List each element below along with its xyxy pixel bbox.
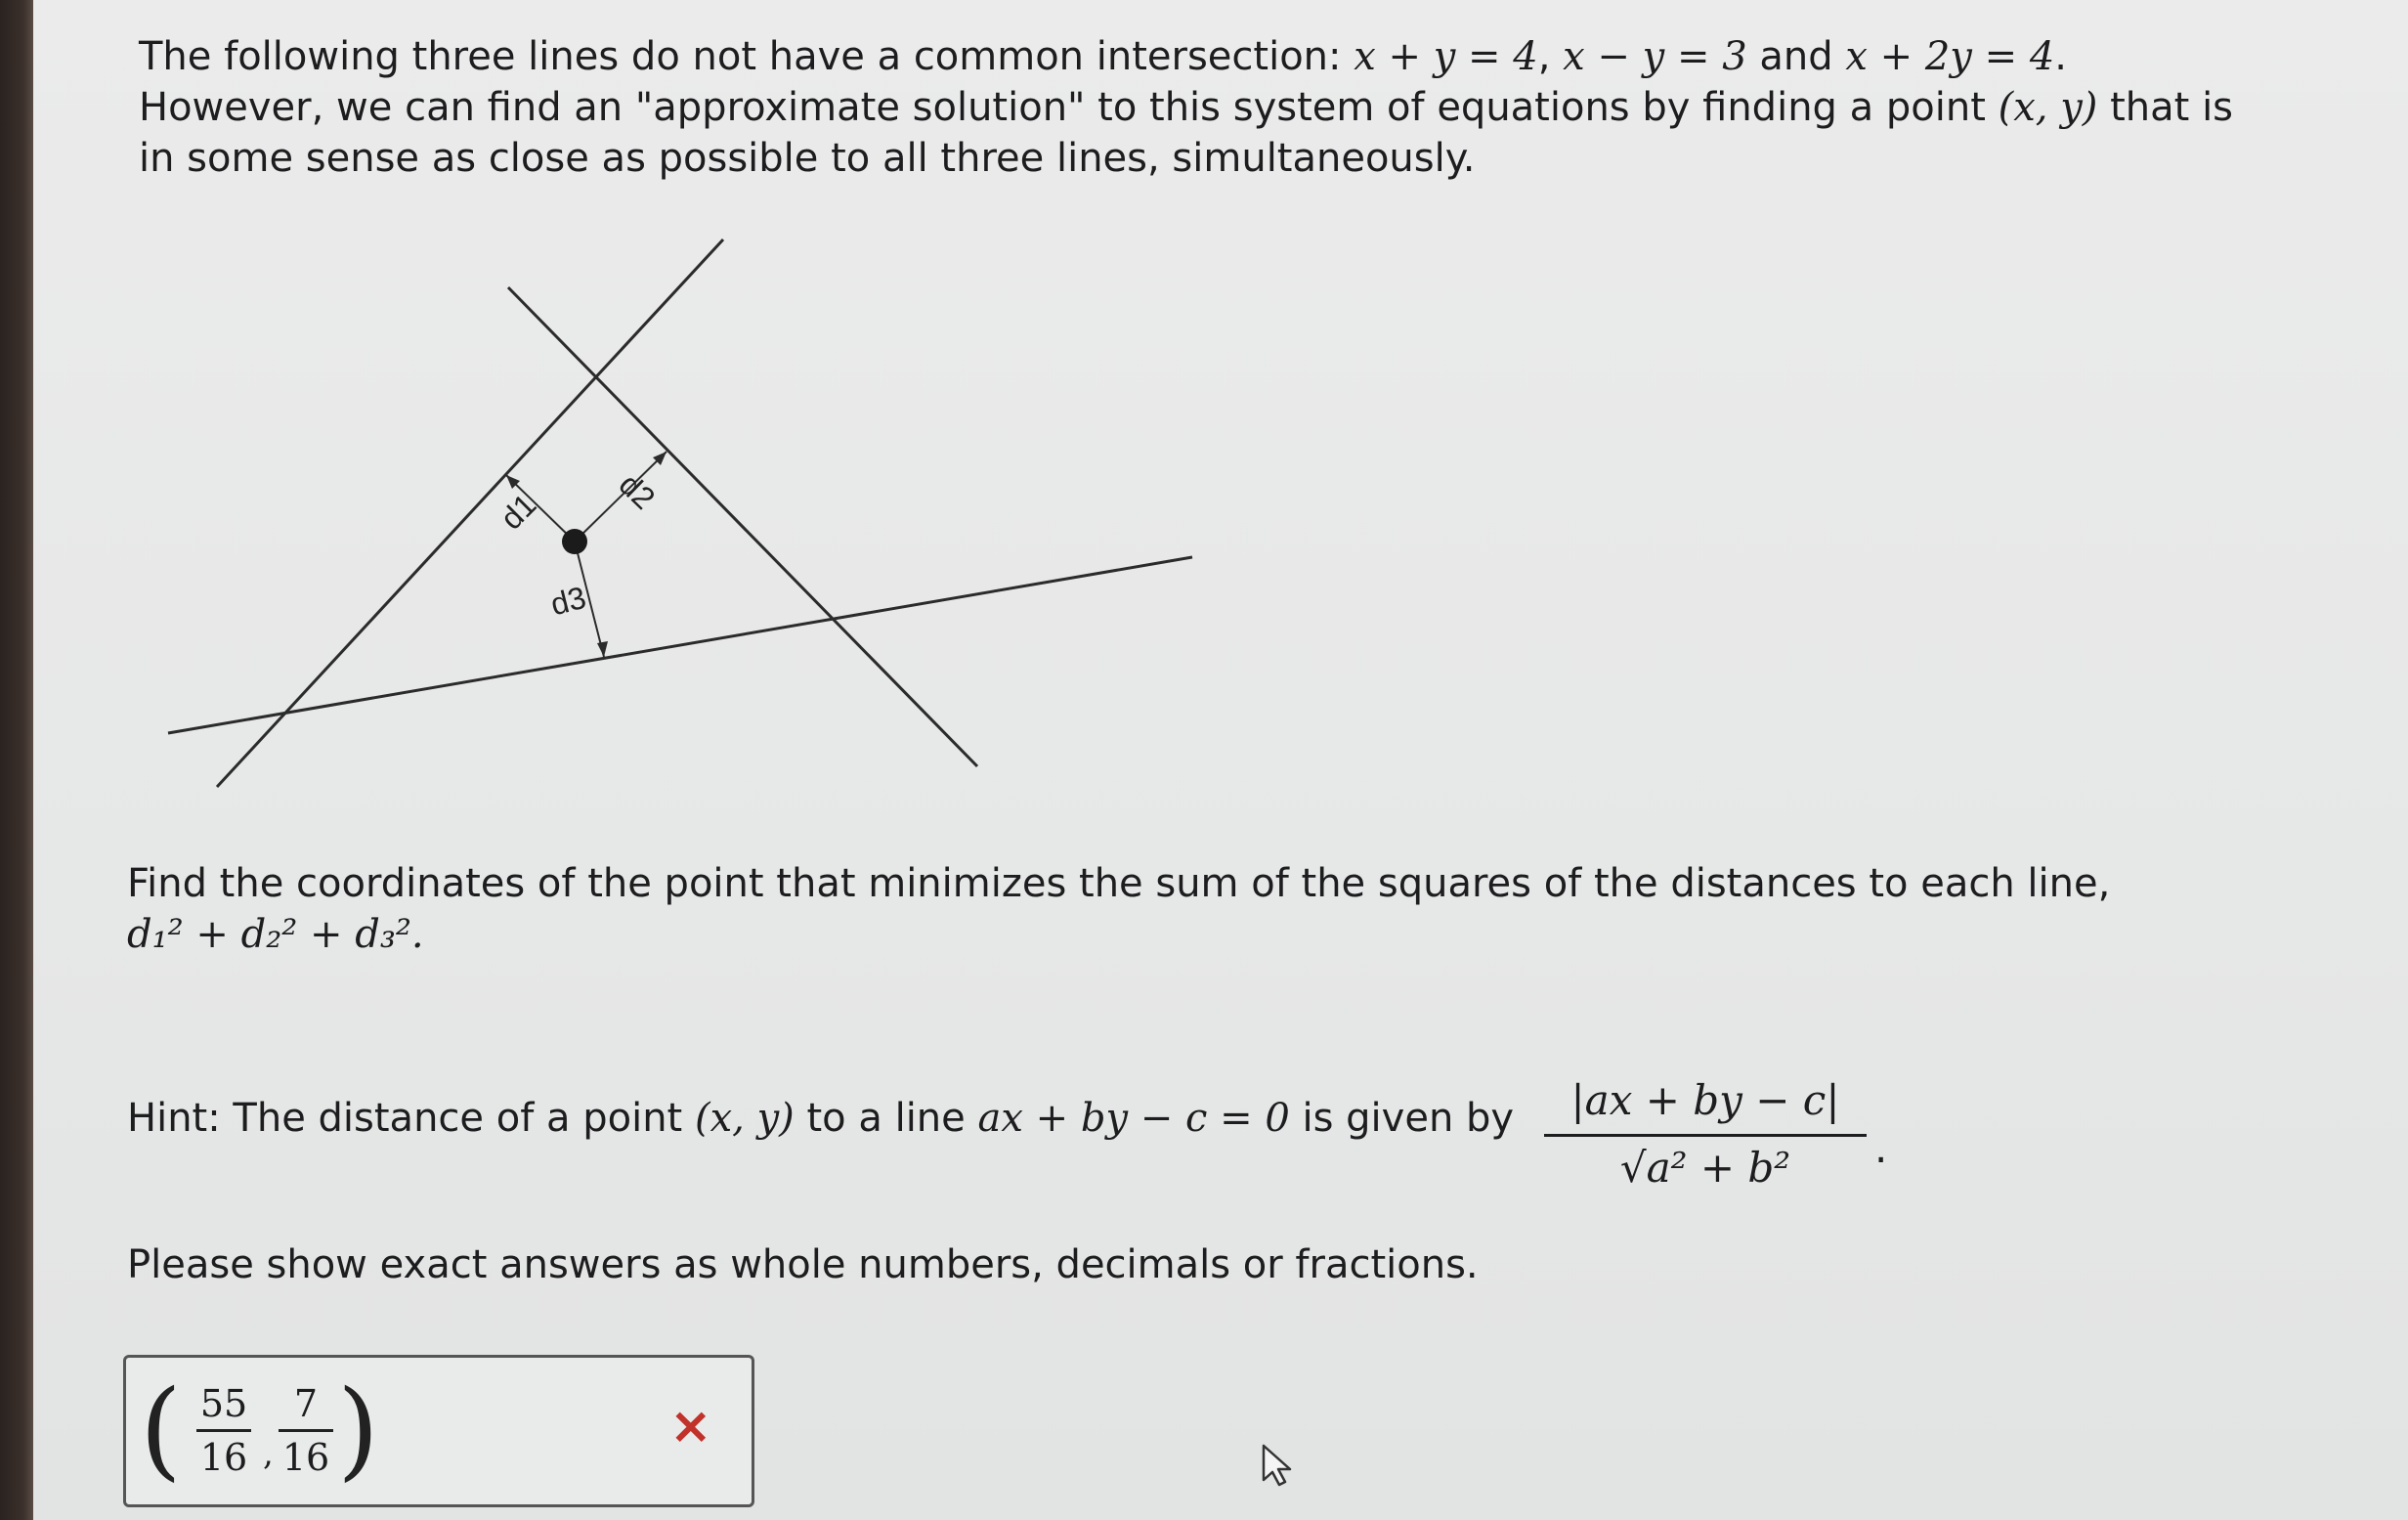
intro-separator: , xyxy=(1537,34,1564,79)
line-2 xyxy=(508,287,977,766)
hint-text: Hint: The distance of a point xyxy=(127,1096,695,1141)
lines-diagram xyxy=(131,225,1206,802)
formula-denominator: √a² + b² xyxy=(1619,1144,1791,1192)
label-d2: d2 xyxy=(612,466,663,516)
question-text xyxy=(127,858,2228,960)
question-page xyxy=(33,0,2408,1520)
distance-formula xyxy=(1544,1073,1867,1195)
sum-of-squares-expression: d₁² + d₂² + d₃². xyxy=(127,912,424,957)
equation-2: x − y = 3 xyxy=(1563,34,1747,79)
approximate-point xyxy=(562,529,587,554)
answer-field[interactable] xyxy=(123,1355,754,1507)
intro-text-2: . However, we can find an "approximate solution" to this system of equations by finding a point xyxy=(139,34,2067,130)
y-numerator: 7 xyxy=(279,1381,333,1432)
equation-1: x + y = 4 xyxy=(1354,34,1538,79)
intro-text-3: that is in some sense as close as possible to all three lines, simultaneously. xyxy=(139,85,2234,181)
line-1 xyxy=(217,239,723,787)
hint-text-2: to a line xyxy=(794,1096,978,1141)
screen-bezel xyxy=(0,0,33,1520)
formula-numerator: |ax + by − c| xyxy=(1544,1073,1867,1137)
mouse-cursor-icon xyxy=(1261,1443,1294,1488)
x-fraction xyxy=(196,1381,251,1480)
y-fraction xyxy=(279,1381,333,1480)
intro-text: The following three lines do not have a common intersection: xyxy=(139,34,1354,79)
point-notation: (x, y) xyxy=(1998,85,2098,130)
label-d3: d3 xyxy=(546,579,590,623)
question-sentence: Find the coordinates of the point that minimizes the sum of the squares of the distances to each line, xyxy=(127,861,2111,906)
equation-3: x + 2y = 4 xyxy=(1845,34,2055,79)
hint xyxy=(127,1093,1593,1144)
close-paren: ) xyxy=(337,1367,379,1492)
line-3 xyxy=(168,557,1192,733)
y-denominator: 16 xyxy=(281,1436,330,1479)
problem-intro xyxy=(139,31,2240,184)
hint-point: (x, y) xyxy=(694,1096,795,1141)
formula-period: . xyxy=(1874,1124,1888,1172)
open-paren: ( xyxy=(140,1367,182,1492)
intro-and: and xyxy=(1746,34,1846,79)
coordinate-separator: , xyxy=(263,1434,274,1473)
answer-instruction: Please show exact answers as whole numbers, decimals or fractions. xyxy=(127,1242,1479,1287)
x-numerator: 55 xyxy=(196,1381,251,1432)
hint-line-equation: ax + by − c = 0 xyxy=(977,1096,1290,1141)
x-denominator: 16 xyxy=(199,1436,248,1479)
hint-text-3: is given by xyxy=(1289,1096,1515,1141)
label-d1: d1 xyxy=(493,487,543,537)
incorrect-icon: × xyxy=(669,1397,712,1455)
